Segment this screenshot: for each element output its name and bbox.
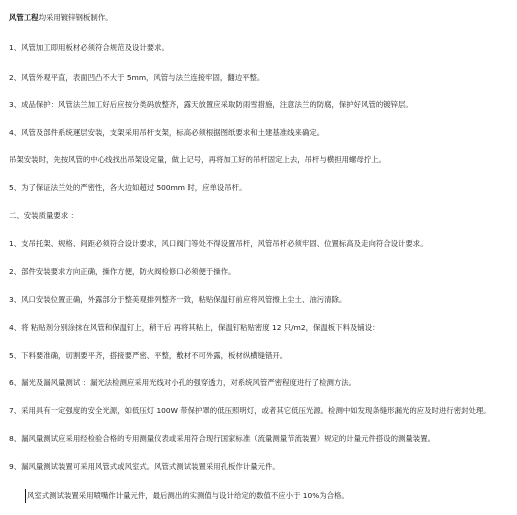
paragraph-line-15: 9、漏风量测试装置可采用风管式或风室式。风管式测试装置采用孔板作计量元件。	[9, 462, 280, 471]
paragraph-line-8: 2、部件安装要求方向正确，操作方便，防火阀检修口必须便于操作。	[9, 267, 236, 276]
title-rest-text: 均采用镀锌钢板制作。	[38, 13, 113, 22]
paragraph-line-6: 5、为了保证法兰处的严密性，各大边如超过 500mm 时，应单设吊杆。	[9, 183, 247, 192]
paragraph-line-2: 2、风管外观平直，表面凹凸不大于 5mm，风管与法兰连接牢固，翻边平整。	[9, 73, 265, 82]
text-cursor-marker	[25, 489, 26, 503]
paragraph-line-9: 3、风口安装位置正确，外露部分于整美观排列整齐一致，粘贴保温钉前应将风管擦上尘土、油污清除。	[9, 295, 347, 304]
section-heading: 二、安装质量要求 ：	[9, 211, 78, 220]
paragraph-line-16: 风室式测试装置采用喷嘴作计量元件，最后测出的实测值与设计给定的数值不应小于 10%为合格。	[27, 491, 349, 500]
paragraph-line-14: 8、漏风量测试应采用经检验合格的专用测量仪表或采用符合现行国家标准（流量测量节流装置）规定的计量元件搭设的测量装置。	[9, 434, 435, 443]
paragraph-line-4: 4、风管及部件系统運层安装，支架采用吊杆支架，标高必须根据图纸要求和土建基准线来确定。	[9, 128, 325, 137]
paragraph-line-7: 1、支吊托架、规格、间距必须符合设计要求，风口阀门等处不得设置吊杆，风管吊杆必须牢固、位置标高及走向符合设计要求。	[9, 239, 428, 248]
paragraph-line-12: 6、漏光及漏风量测试 ：漏光法检测应采用光线对小孔的强穿透力，对系统风管严密程度进行了检测方法。	[9, 378, 357, 387]
paragraph-line-3: 3、成品保护：风管法兰加工好后应按分类码放整齐，露天放置应采取防雨雪措施，注意法兰的防腐，保护好风管的镀锌层。	[9, 100, 413, 109]
paragraph-line-1: 1、风管加工即用板材必须符合规范及设计要求。	[9, 43, 169, 52]
paragraph-line-11: 5、下料要准确，切割要平齐，搭接要严密、平整，敷材不可外露，板材纵横缝错开。	[9, 351, 288, 360]
document-title	[9, 13, 113, 23]
paragraph-line-5: 吊架安装时，先按风管的中心线找出吊架设定量，做上记号，再将加工好的吊杆固定上去，吊杆与横担用螺母拧上。	[9, 155, 386, 164]
paragraph-line-13: 7、采用具有一定强度的安全光源，如低压灯 100W 带保护罩的低压照明灯，或者其它低压光源。检测中如发现条缝形漏光的应及时进行密封处理。	[9, 406, 491, 415]
title-bold-text: 风管工程	[9, 13, 39, 22]
paragraph-line-10: 4、将 粘贴剂分别涂抹在风管和保温钉上，稍干后 再将其粘上，保温钉粘贴密度 12 只/m2，保温板下料及铺设：	[9, 323, 380, 332]
